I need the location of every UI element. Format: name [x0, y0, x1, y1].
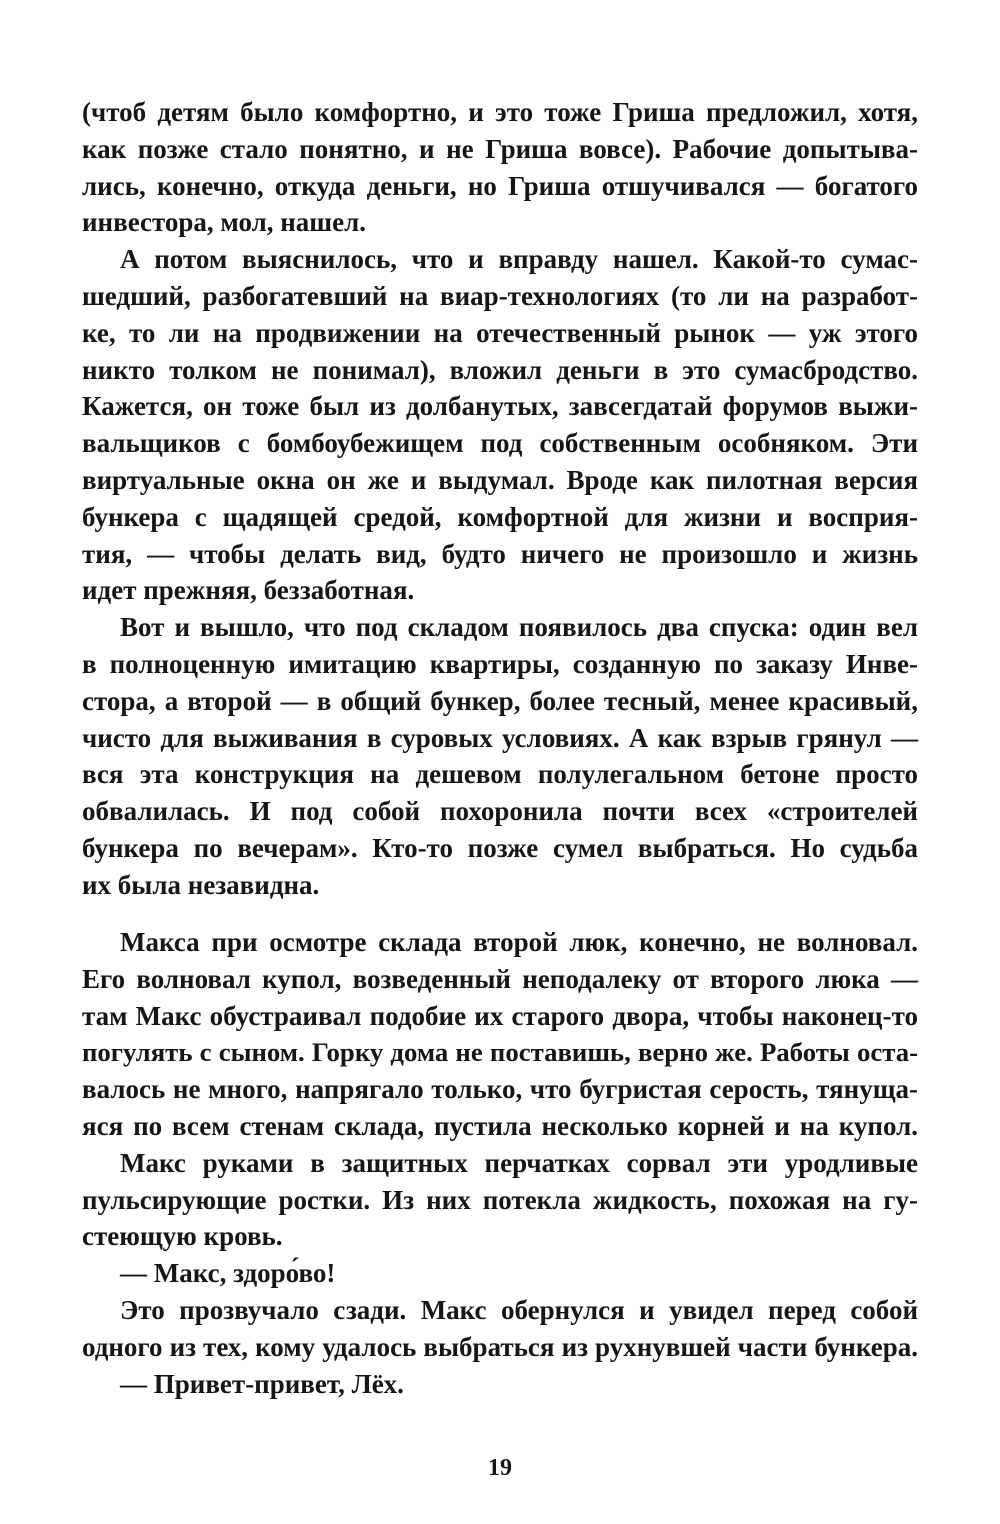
text-line: в полноценную имитацию квартиры, созданную по заказу Инве- — [82, 648, 918, 679]
text-line: идет прежняя, беззаботная. — [82, 575, 415, 606]
text-line: никто толком не понимал), вложил деньги в это сумасбродство. — [82, 354, 918, 385]
text-line: лись, конечно, откуда деньги, но Гриша отшучивался — богатого — [82, 170, 918, 201]
text-line: стора, а второй — в общий бункер, более тесный, менее красивый, — [82, 685, 918, 716]
text-section-top — [82, 94, 918, 904]
text-line: А потом выяснилось, что и вправду нашел. Какой-то сумас- — [120, 244, 918, 275]
text-line: погулять с сыном. Горку дома не поставишь, верно же. Работы оста- — [82, 1037, 918, 1068]
text-line: обвалилась. И под собой похоронила почти всех «строителей — [82, 796, 918, 827]
text-line: виртуальные окна он же и выдумал. Вроде как пилотная версия — [82, 464, 918, 495]
text-line: чисто для выживания в суровых условиях. А как взрыв грянул — — [82, 722, 918, 753]
text-line: тия, — чтобы делать вид, будто ничего не произошло и жизнь — [82, 538, 918, 569]
text-line: ке, то ли на продвижении на отечественный рынок — уж этого — [82, 317, 918, 348]
text-line: Кажется, он тоже был из долбанутых, завсегдатай форумов выжи- — [82, 391, 918, 422]
text-line: валось не много, напрягало только, что бугристая серость, тянуща- — [82, 1074, 918, 1105]
text-line: их была незавидна. — [82, 869, 320, 900]
text-section-bottom — [82, 924, 918, 1402]
text-line: — Макс, здоро́во! — [120, 1258, 336, 1289]
text-line: одного из тех, кому удалось выбраться из рухнувшей части бункера. — [82, 1331, 918, 1362]
text-line: там Макс обустраивал подобие их старого двора, чтобы наконец-то — [82, 1000, 918, 1031]
text-line: вся эта конструкция на дешевом полулегальном бетоне просто — [82, 759, 918, 790]
text-line: шедший, разбогатевший на виар-технологиях (то ли на разработ- — [82, 280, 918, 311]
text-line: Вот и вышло, что под складом появилось два спуска: один вел — [120, 612, 918, 643]
text-line: бункера с щадящей средой, комфортной для жизни и восприя- — [82, 501, 918, 532]
text-line: вальщиков с бомбоубежищем под собственным особняком. Эти — [82, 428, 918, 459]
text-line: (чтоб детям было комфортно, и это тоже Гриша предложил, хотя, — [82, 97, 918, 127]
text-line: стеющую кровь. — [82, 1221, 283, 1252]
text-line: — Привет-привет, Лёх. — [120, 1368, 404, 1399]
text-line: пульсирующие ростки. Из них потекла жидкость, похожая на гу- — [82, 1184, 918, 1215]
text-line: инвестора, мол, нашел. — [82, 207, 366, 238]
text-line: Макса при осмотре склада второй люк, конечно, не волновал. — [120, 927, 918, 957]
text-line: Макс руками в защитных перчатках сорвал эти уродливые — [120, 1147, 918, 1178]
text-line: яся по всем стенам склада, пустила несколько корней и на купол. — [82, 1110, 918, 1141]
text-line: Это прозвучало сзади. Макс обернулся и увидел перед собой — [120, 1294, 918, 1325]
text-line: Его волновал купол, возведенный неподалеку от второго люка — — [82, 963, 918, 994]
page-number: 19 — [488, 1455, 512, 1481]
text-line: бункера по вечерам». Кто-то позже сумел выбраться. Но судьба — [82, 832, 918, 863]
text-line: как позже стало понятно, и не Гриша вовсе). Рабочие допытыва- — [82, 133, 918, 164]
